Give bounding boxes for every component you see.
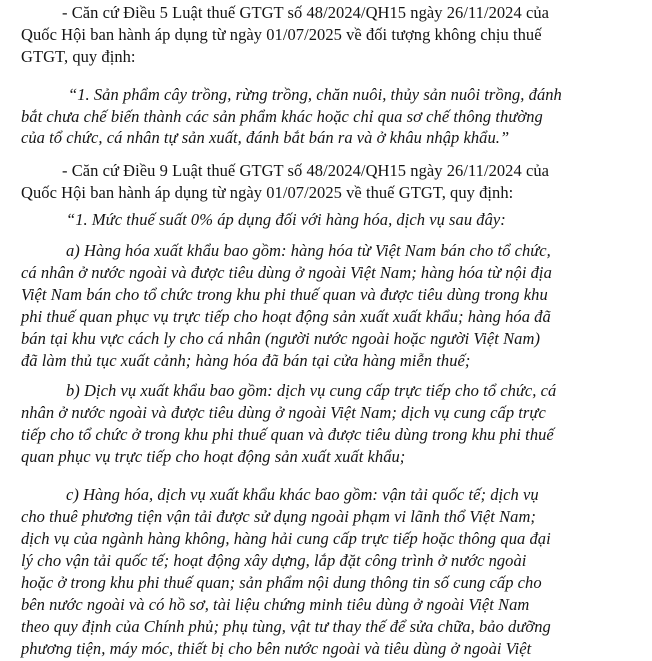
item-b-line-1: b) Dịch vụ xuất khẩu bao gồm: dịch vụ cung cấp trực tiếp cho tổ chức, cá <box>66 381 557 400</box>
item-a-line-5: bán tại khu vực cách ly cho cá nhân (người nước ngoài hoặc người Việt Nam) <box>21 329 540 348</box>
item-a-line-2: cá nhân ở nước ngoài và được tiêu dùng ở ngoài Việt Nam; hàng hóa từ nội địa <box>21 263 552 282</box>
item-a-line-6: đã làm thủ tục xuất cảnh; hàng hóa đã bán tại cửa hàng miễn thuế; <box>21 351 471 370</box>
item-c-line-2: cho thuê phương tiện vận tải được sử dụng ngoài phạm vi lãnh thổ Việt Nam; <box>21 507 536 526</box>
paragraph-1-line-1: - Căn cứ Điều 5 Luật thuế GTGT số 48/2024/QH15 ngày 26/11/2024 của <box>62 3 549 22</box>
paragraph-1-line-2: Quốc Hội ban hành áp dụng từ ngày 01/07/2025 về đối tượng không chịu thuế <box>21 25 542 44</box>
paragraph-2-line-2: Quốc Hội ban hành áp dụng từ ngày 01/07/2025 về thuế GTGT, quy định: <box>21 183 514 202</box>
item-c-line-4: lý cho vận tải quốc tế; hoạt động xây dựng, lắp đặt công trình ở nước ngoài <box>21 551 527 570</box>
item-a-line-4: phi thuế quan phục vụ trực tiếp cho hoạt động sản xuất xuất khẩu; hàng hóa đã <box>21 307 551 326</box>
quote-1-line-1: “1. Sản phẩm cây trồng, rừng trồng, chăn nuôi, thủy sản nuôi trồng, đánh <box>68 85 562 104</box>
item-b-line-3: tiếp cho tổ chức ở trong khu phi thuế quan và được tiêu dùng trong khu phi thuế <box>21 425 554 444</box>
quote-1-line-2: bắt chưa chế biến thành các sản phẩm khác hoặc chỉ qua sơ chế thông thường <box>21 107 543 126</box>
item-c-line-6: bên nước ngoài và có hồ sơ, tài liệu chứng minh tiêu dùng ở ngoài Việt Nam <box>21 595 530 614</box>
item-b-line-4: quan phục vụ trực tiếp cho hoạt động sản xuất xuất khẩu; <box>21 447 406 466</box>
quote-2-heading: “1. Mức thuế suất 0% áp dụng đối với hàng hóa, dịch vụ sau đây: <box>66 210 506 229</box>
item-a-line-3: Việt Nam bán cho tổ chức trong khu phi thuế quan và được tiêu dùng trong khu <box>21 285 548 304</box>
item-c-line-5: hoặc ở trong khu phi thuế quan; sản phẩm nội dung thông tin số cung cấp cho <box>21 573 542 592</box>
item-c-line-3: dịch vụ của ngành hàng không, hàng hải cung cấp trực tiếp hoặc thông qua đại <box>21 529 551 548</box>
quote-1-line-3: của tổ chức, cá nhân tự sản xuất, đánh bắt bán ra và ở khâu nhập khẩu.” <box>21 128 510 147</box>
paragraph-2-line-1: - Căn cứ Điều 9 Luật thuế GTGT số 48/2024/QH15 ngày 26/11/2024 của <box>62 161 549 180</box>
paragraph-1-line-3: GTGT, quy định: <box>21 47 136 66</box>
item-c-line-8: phương tiện, máy móc, thiết bị cho bên nước ngoài và tiêu dùng ở ngoài Việt <box>21 639 532 658</box>
item-c-line-7: theo quy định của Chính phủ; phụ tùng, vật tư thay thế để sửa chữa, bảo dưỡng <box>21 617 551 636</box>
item-a-line-1: a) Hàng hóa xuất khẩu bao gồm: hàng hóa từ Việt Nam bán cho tổ chức, <box>66 241 551 260</box>
item-c-line-1: c) Hàng hóa, dịch vụ xuất khẩu khác bao gồm: vận tải quốc tế; dịch vụ <box>66 485 539 504</box>
item-b-line-2: nhân ở nước ngoài và được tiêu dùng ở ngoài Việt Nam; dịch vụ cung cấp trực <box>21 403 546 422</box>
